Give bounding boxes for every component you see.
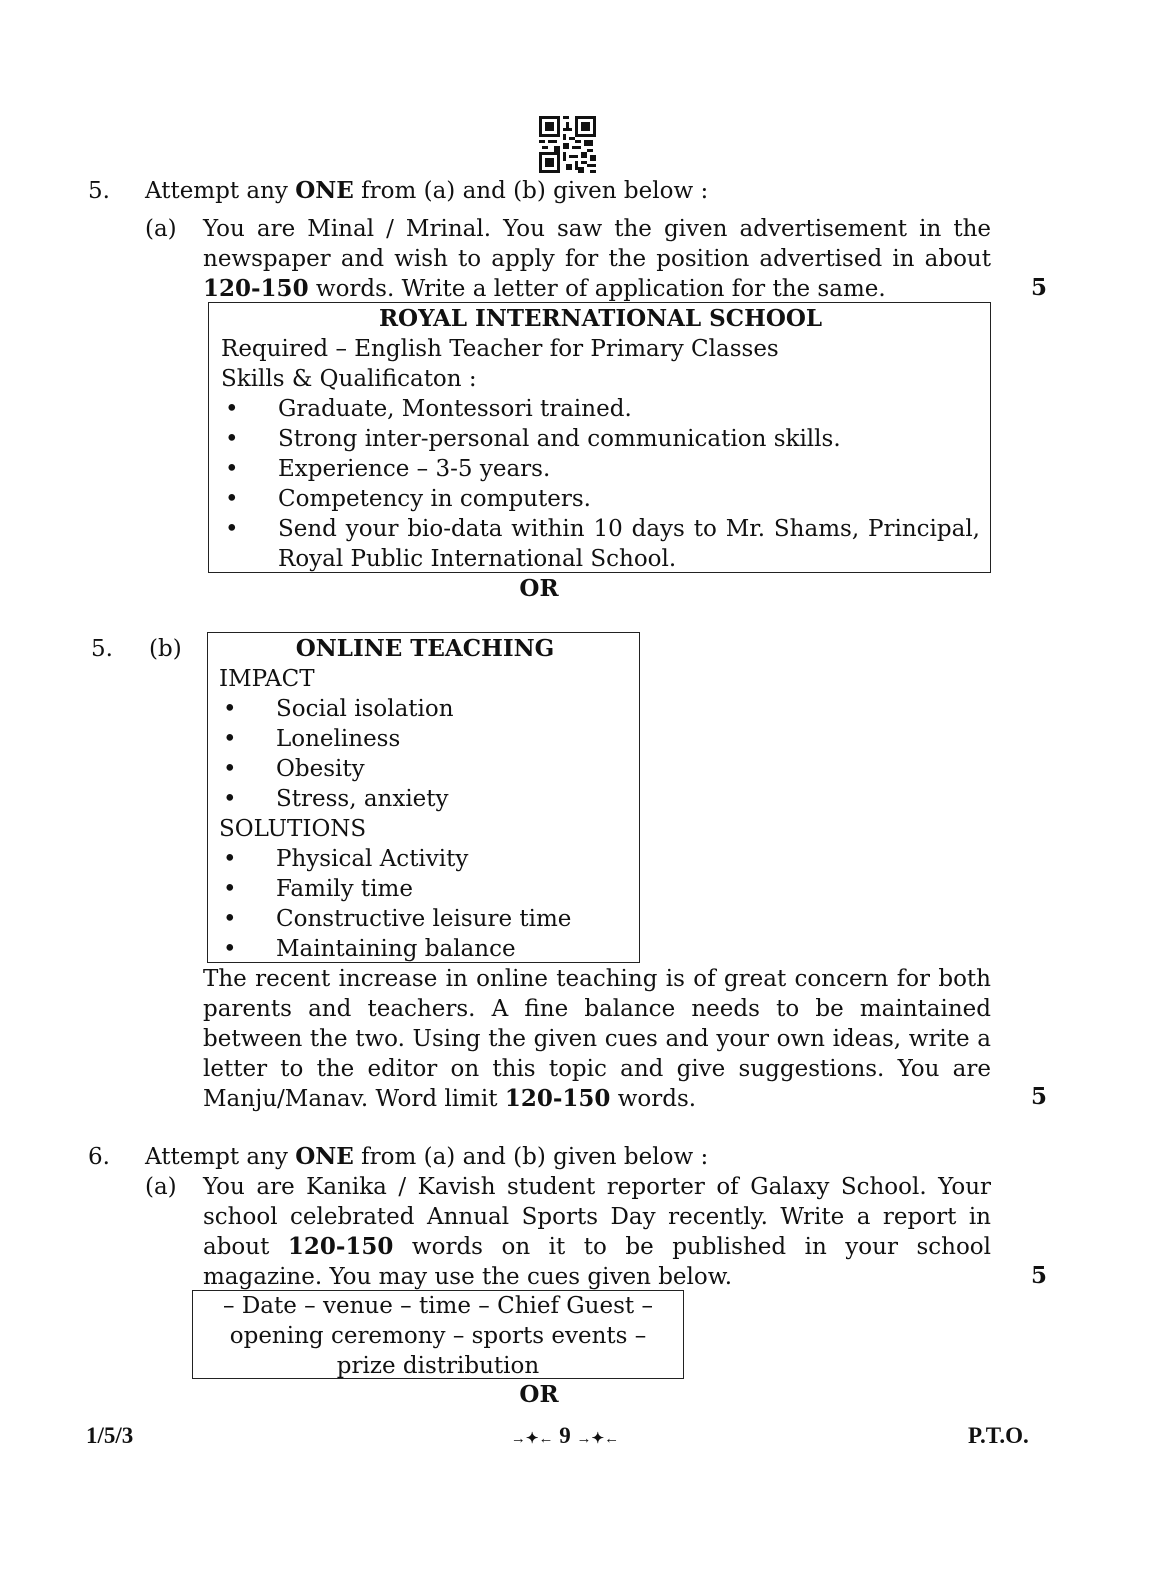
sub-question-label: (a) [145,216,177,242]
ornament-left-icon: →✦← [510,1431,554,1447]
solutions-heading: SOLUTIONS [219,816,367,842]
advertisement-box [208,302,991,573]
sub-question-text: The recent increase in online teaching is of great concern for both parents and teachers. A fine balance needs to be maintained between the two. Using the given cues and your own ideas, write a letter to the editor on this topic and give suggestions. You are Manju/Manav. Word limit 120-150 words. [203,966,991,1112]
or-divider: OR [519,575,559,602]
sub-question-text: You are Kanika / Kavish student reporter of Galaxy School. Your school celebrated Annual Sports Day recently. Write a report in about 120-150 words on it to be published in your school magazine. You may use the cues given below. [203,1174,991,1290]
paper-code: 1/5/3 [86,1423,134,1448]
marks: 5 [1031,1083,1048,1110]
page-number: 9 [559,1423,571,1448]
list-item: • Loneliness [219,724,631,754]
or-divider: OR [519,1381,559,1408]
question-number: 6. [88,1144,110,1170]
impact-heading: IMPACT [219,666,315,692]
impact-list [219,694,631,814]
qr-code-icon [539,116,596,173]
page-number-block [505,1421,625,1454]
list-item: • Graduate, Montessori trained. [221,394,980,424]
report-cues-box: – Date – venue – time – Chief Guest – opening ceremony – sports events – prize distribution [192,1290,684,1379]
advertisement-title: ROYAL INTERNATIONAL SCHOOL [378,305,823,332]
list-item: • Obesity [219,754,631,784]
list-item: • Constructive leisure time [219,904,631,934]
pto-label: P.T.O. [968,1423,1029,1448]
cues-box [207,632,640,963]
ornament-right-icon: →✦← [576,1431,620,1447]
list-item: • Physical Activity [219,844,631,874]
list-item: • Family time [219,874,631,904]
sub-question-label: (b) [149,636,182,662]
marks: 5 [1031,1262,1048,1289]
list-item: • Send your bio-data within 10 days to Mr. Shams, Principal, Royal Public International School. [221,514,980,574]
advertisement-line: Skills & Qualificaton : [221,366,477,392]
question-instruction: Attempt any ONE from (a) and (b) given below : [145,177,709,204]
sub-question-label: (a) [145,1174,177,1200]
list-item: • Strong inter-personal and communication skills. [221,424,980,454]
question-instruction: Attempt any ONE from (a) and (b) given below : [145,1143,709,1170]
list-item: • Maintaining balance [219,934,631,964]
question-number: 5. [91,636,113,662]
list-item: • Competency in computers. [221,484,980,514]
advertisement-line: Required – English Teacher for Primary Classes [221,336,779,362]
marks: 5 [1031,274,1048,301]
solutions-list [219,844,631,964]
cues-box-title: ONLINE TEACHING [295,635,555,662]
question-number: 5. [88,178,110,204]
advertisement-bullets [221,394,980,574]
sub-question-text: You are Minal / Mrinal. You saw the given advertisement in the newspaper and wish to apply for the position advertised in about 120-150 words. Write a letter of application for the same. [203,216,991,302]
list-item: • Social isolation [219,694,631,724]
list-item: • Experience – 3-5 years. [221,454,980,484]
list-item: • Stress, anxiety [219,784,631,814]
